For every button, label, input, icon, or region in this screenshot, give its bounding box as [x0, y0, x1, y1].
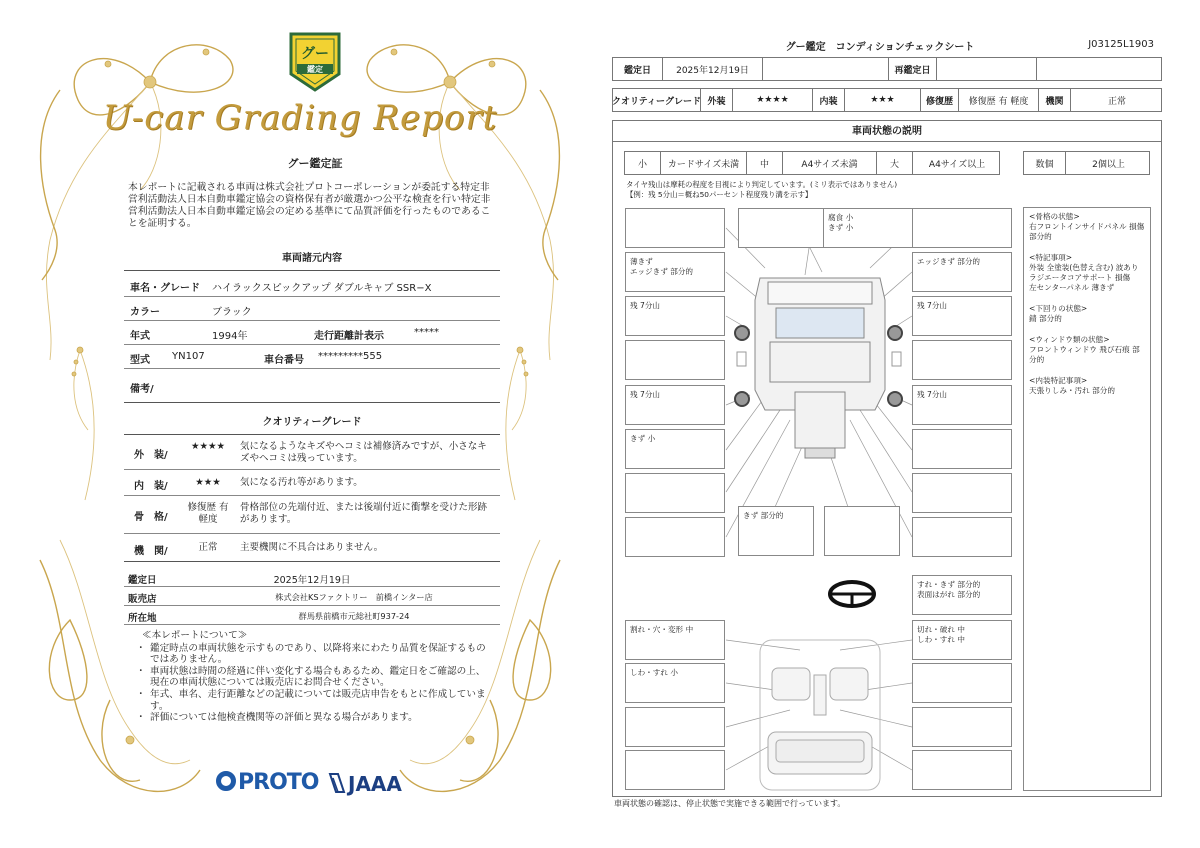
- spec-row-remarks: [124, 371, 500, 403]
- legend-large-desc: A4サイズ以上: [928, 159, 986, 170]
- report-note-item: ・ 評価については他検査機関等の評価と異なる場合があります。: [136, 712, 492, 724]
- grade-interior-desc: 気になる汚れ等があります。: [240, 477, 363, 488]
- certificate-intro: 本レポートに記載される車両は株式会社プロトコーポレーションが委託する特定非営利活動法人日本自動車鑑定協会の資格保有者が厳選かつ公平な検査を行い特定非営利活動法人日本自動車鑑定協会の定める基準にて品質評価を行ったものであることを証明する。: [128, 182, 491, 229]
- tire-box-front-right: 残 7分山: [912, 296, 1012, 336]
- grade-frame-label: 骨 格/: [134, 512, 168, 523]
- damage-box: [824, 506, 900, 556]
- notes-special: [1029, 253, 1145, 293]
- grade-section-title: クオリティーグレード: [124, 413, 500, 435]
- badge-bottom-text: 鑑定: [307, 65, 323, 74]
- grade-interior-label: 内 装/: [134, 481, 168, 492]
- notes-frame: [1029, 212, 1145, 242]
- proto-mark-icon: [216, 771, 236, 791]
- goo-kantei-badge: [287, 30, 343, 94]
- sheet-footer: 車両状態の確認は、停止状態で実施できる範囲で行っています。: [614, 799, 846, 808]
- damage-box-front-left: 薄きず エッジきず 部分的: [625, 252, 725, 292]
- info-date-value: 2025年12月19日: [273, 575, 351, 586]
- engine-value: 正常: [1107, 96, 1126, 107]
- info-row-shop: [124, 587, 500, 606]
- steering-wheel-icon: [830, 582, 874, 606]
- condition-panel-title: 車両状態の説明: [612, 120, 1162, 142]
- interior-stars: ★★★: [845, 89, 921, 111]
- interior-box-seat-left: しわ・すれ 小: [625, 663, 725, 703]
- spec-row-name: [124, 273, 500, 297]
- condition-notes: [1023, 207, 1151, 791]
- notes-underbody-body: 錆 部分的: [1029, 314, 1062, 323]
- grade-row-frame: [124, 496, 500, 534]
- grade-exterior-label: 外 装/: [134, 450, 168, 461]
- interior-box-front-right: 切れ・破れ 中 しわ・すれ 中: [912, 620, 1012, 660]
- info-row-address: [124, 606, 500, 625]
- condition-check-sheet: [600, 0, 1200, 848]
- jaaa-logo: [328, 772, 402, 796]
- truck-body: [755, 278, 885, 458]
- tire-box-front-left: 残 7分山: [625, 296, 725, 336]
- notes-window-body: フロントウィンドウ 飛び石痕 部分的: [1029, 345, 1140, 364]
- grade-row-exterior: [124, 436, 500, 470]
- spec-color-value: ブラック: [212, 307, 252, 318]
- grade-frame-desc: 骨格部位の先端付近、または後端付近に衝撃を受けた形跡があります。: [240, 502, 488, 525]
- damage-box: [912, 208, 1012, 248]
- legend-count-desc: 2個以上: [1092, 159, 1125, 170]
- legend-count: 数個: [1024, 152, 1066, 174]
- notes-underbody-head: <下回りの状態>: [1029, 304, 1088, 313]
- inspection-date-value: 2025年12月19日: [663, 58, 763, 80]
- spec-section-title: 車両諸元内容: [124, 249, 500, 271]
- jaaa-logo-text: JAAA: [348, 772, 402, 796]
- spec-remarks-label: 備考/: [130, 384, 154, 395]
- interior-box: [625, 707, 725, 747]
- grade-interior-stars: ★★★: [195, 477, 221, 488]
- spec-color-label: カラー: [130, 307, 160, 318]
- spec-year-value: 1994年: [212, 331, 248, 342]
- notes-frame-head: <骨格の状態>: [1029, 212, 1080, 221]
- legend-small: 小: [625, 152, 661, 174]
- damage-box: [625, 517, 725, 557]
- grade-frame-value: 修復歴 有 軽度: [187, 502, 229, 525]
- repair-history-label: 修復歴: [921, 89, 959, 111]
- sheet-title: グー鑑定 コンディションチェックシート: [785, 42, 975, 53]
- info-row-date: [124, 568, 500, 587]
- info-address-value: 群馬県前橋市元総社町937-24: [298, 611, 410, 621]
- report-note-item: ・ 年式、車名、走行距離などの記載については販売店申告をもとに作成しています。: [136, 689, 492, 712]
- spec-row-model: [124, 345, 500, 369]
- notes-frame-body: 右フロントインサイドパネル 損傷 部分的: [1029, 222, 1145, 241]
- proto-logo: [216, 770, 318, 795]
- info-shop-value: 株式会社KSファクトリー 前橋インター店: [275, 592, 433, 602]
- exterior-stars: ★★★★: [733, 89, 813, 111]
- legend-large: 大: [877, 152, 913, 174]
- damage-box-roof: 腐食 小 きず 小: [823, 208, 923, 248]
- interior-box: [912, 663, 1012, 703]
- spec-model-value: YN107: [172, 351, 205, 362]
- spec-row-year: [124, 321, 500, 345]
- spec-name-value: ハイラックスピックアップ ダブルキャブ SSR−X: [212, 283, 432, 294]
- spec-chassis-label: 車台番号: [264, 355, 304, 366]
- report-note-item: ・ 鑑定時点の車両状態を示すものであり、以降将来にわたり品質を保証するものではありません。: [136, 643, 492, 666]
- damage-box-steering: すれ・きず 部分的 表面はがれ 部分的: [912, 575, 1012, 615]
- grade-engine-desc: 主要機関に不具合はありません。: [240, 542, 384, 553]
- damage-box-rear-left: きず 部分的: [738, 506, 814, 556]
- info-shop-label: 販売店: [128, 594, 157, 605]
- exterior-label: 外装: [701, 89, 733, 111]
- report-notes: [136, 630, 492, 724]
- legend-medium-desc: A4サイズ未満: [783, 152, 877, 174]
- spec-odo-label: 走行距離計表示: [314, 331, 384, 342]
- interior-box: [625, 750, 725, 790]
- grade-engine-value: 正常: [198, 542, 218, 553]
- interior-box-front-left: 割れ・穴・変形 中: [625, 620, 725, 660]
- notes-interior: [1029, 376, 1145, 396]
- info-address-label: 所在地: [128, 613, 157, 624]
- reinspection-date-label: 再鑑定日: [889, 58, 937, 80]
- damage-box: [625, 208, 725, 248]
- info-date-label: 鑑定日: [128, 575, 157, 586]
- report-notes-heading: ≪本レポートについて≫: [142, 630, 248, 641]
- certificate-heading: グー鑑定証: [287, 157, 343, 170]
- damage-box-front-right: エッジきず 部分的: [912, 252, 1012, 292]
- notes-underbody: [1029, 304, 1145, 324]
- damage-box: [912, 473, 1012, 513]
- script-title: U-car Grading Report: [102, 98, 498, 138]
- tire-note-line-2: 【例：残 5分山＝概ね50パーセント程度残り溝を示す】: [626, 190, 813, 199]
- tire-box-rear-right: 残 7分山: [912, 385, 1012, 425]
- notes-interior-head: <内装特記事項>: [1029, 376, 1088, 385]
- grade-row-interior: [124, 470, 500, 496]
- notes-special-head: <特記事項>: [1029, 253, 1073, 262]
- tire-box-rear-left: 残 7分山: [625, 385, 725, 425]
- spec-name-label: 車名・グレード: [130, 283, 200, 294]
- legend-medium: 中: [747, 152, 783, 174]
- grade-exterior-desc: 気になるようなキズやヘコミは補修済みですが、小さなキズやヘコミは残っています。: [240, 441, 487, 464]
- damage-box: [625, 340, 725, 380]
- repair-history-value: 修復歴 有 軽度: [959, 89, 1039, 111]
- report-note-item: ・ 車両状態は時間の経過に伴い変化する場合もあるため、鑑定日をご確認の上、現在の車両状態については販売店にお問合せください。: [136, 666, 492, 689]
- notes-interior-body: 天張りしみ・汚れ 部分的: [1029, 386, 1115, 395]
- inspection-date-label: 鑑定日: [613, 58, 663, 80]
- notes-window: [1029, 335, 1145, 365]
- spec-chassis-value: *********555: [318, 351, 383, 362]
- engine-label: 機関: [1039, 89, 1071, 111]
- jaaa-mark-icon: [328, 772, 346, 794]
- proto-logo-text: PROTO: [238, 770, 319, 795]
- damage-box: [625, 473, 725, 513]
- spec-year-label: 年式: [130, 331, 150, 342]
- spec-row-color: [124, 297, 500, 321]
- damage-box: [912, 340, 1012, 380]
- damage-box-mid-left: きず 小: [625, 429, 725, 469]
- quality-grade-label: クオリティーグレード: [613, 89, 701, 111]
- spec-odo-value: *****: [414, 327, 439, 338]
- sheet-id: J03125L1903: [1088, 39, 1154, 50]
- damage-box: [912, 517, 1012, 557]
- badge-top-text: グー: [301, 46, 329, 62]
- spec-model-label: 型式: [130, 355, 150, 366]
- grade-exterior-stars: ★★★★: [190, 441, 226, 452]
- tire-note-line-1: タイヤ残山は摩耗の程度を目視により判定しています。(ミリ表示ではありません): [626, 180, 898, 189]
- damage-box: [912, 429, 1012, 469]
- interior-label: 内装: [813, 89, 845, 111]
- notes-window-head: <ウィンドウ類の状態>: [1029, 335, 1110, 344]
- interior-box: [912, 707, 1012, 747]
- legend-small-desc: カードサイズ未満: [661, 152, 747, 174]
- interior-box: [912, 750, 1012, 790]
- notes-special-body: 外装 全塗装(色替え含む) 波あり ラジエータコアサポート 損傷 左センターパネル 薄きず: [1029, 263, 1139, 292]
- grade-engine-label: 機 関/: [134, 546, 168, 557]
- grade-row-engine: [124, 534, 500, 562]
